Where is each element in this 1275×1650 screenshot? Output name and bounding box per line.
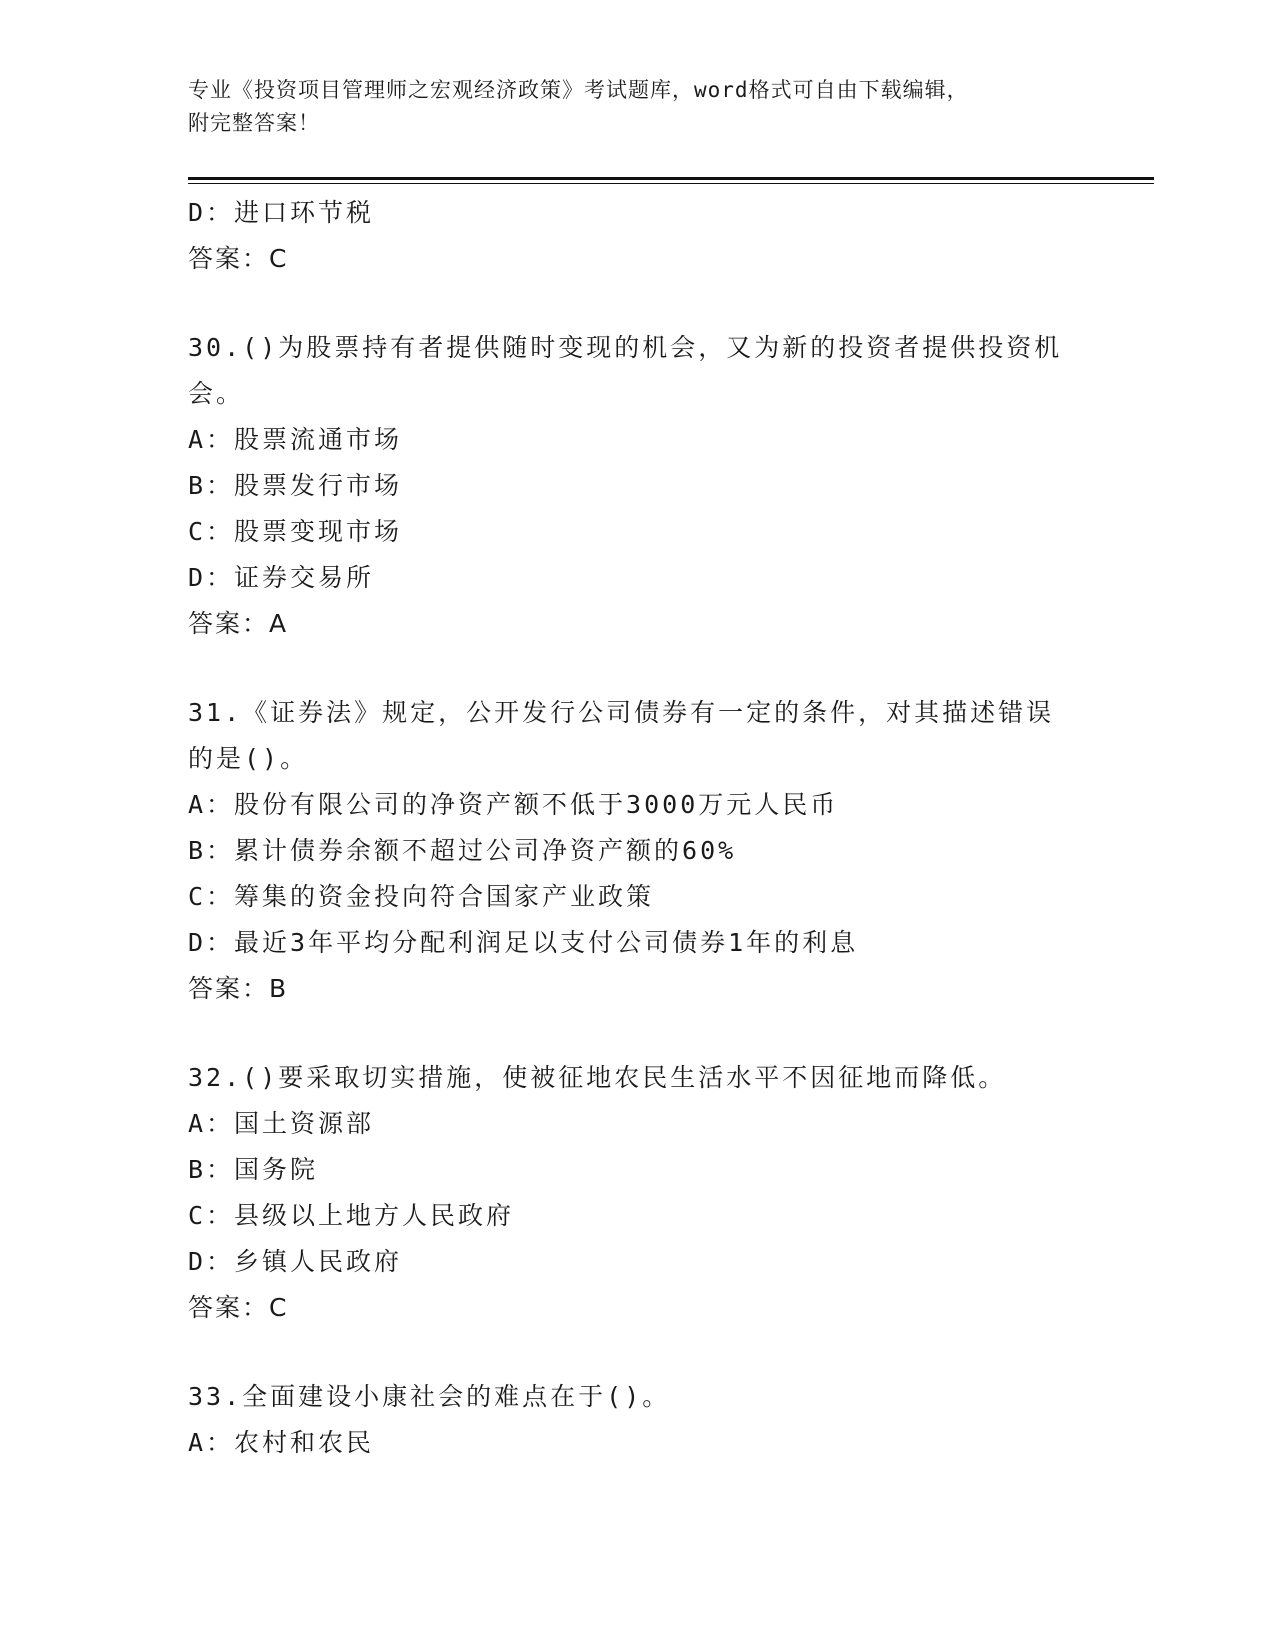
option-d: D：最近3年平均分配利润足以支付公司债券1年的利息	[188, 928, 859, 957]
question-stem-line: 32.()要采取切实措施，使被征地农民生活水平不因征地而降低。	[188, 1063, 1007, 1092]
question-stem-line: 31.《证券法》规定，公开发行公司债券有一定的条件，对其描述错误	[188, 698, 1055, 727]
option-a: A：股票流通市场	[188, 425, 403, 454]
question-spacer	[188, 1012, 1088, 1055]
answer-label: 答案：A	[188, 609, 289, 638]
option-c: C：股票变现市场	[188, 517, 403, 546]
header-rule-thick	[188, 177, 1154, 180]
option-a: A：农村和农民	[188, 1428, 375, 1457]
question-31	[188, 690, 1088, 1012]
question-spacer	[188, 647, 1088, 690]
header-line-2: 附完整答案！	[188, 111, 320, 135]
question-list	[188, 190, 1088, 1466]
question-stem-line: 的是()。	[188, 744, 309, 773]
option-b: B：累计债券余额不超过公司净资产额的60%	[188, 836, 737, 865]
question-29-tail	[188, 190, 1088, 282]
question-32	[188, 1055, 1088, 1331]
question-stem-line: 会。	[188, 379, 245, 408]
question-stem-line: 33.全面建设小康社会的难点在于()。	[188, 1382, 671, 1411]
option-a: A：国土资源部	[188, 1109, 375, 1138]
answer-label: 答案：C	[188, 244, 289, 273]
option-d: D：证券交易所	[188, 563, 375, 592]
answer-label: 答案：C	[188, 1293, 289, 1322]
option-c: C：县级以上地方人民政府	[188, 1201, 515, 1230]
option-d: D：进口环节税	[188, 198, 375, 227]
question-spacer	[188, 282, 1088, 325]
option-a: A：股份有限公司的净资产额不低于3000万元人民币	[188, 790, 839, 819]
question-stem-line: 30.()为股票持有者提供随时变现的机会，又为新的投资者提供投资机	[188, 333, 1063, 362]
question-33	[188, 1374, 1088, 1466]
option-b: B：国务院	[188, 1155, 319, 1184]
option-d: D：乡镇人民政府	[188, 1247, 403, 1276]
answer-label: 答案：B	[188, 974, 289, 1003]
option-c: C：筹集的资金投向符合国家产业政策	[188, 882, 655, 911]
header-line-1: 专业《投资项目管理师之宏观经济政策》考试题库，word格式可自由下载编辑，	[188, 78, 969, 102]
question-30	[188, 325, 1088, 647]
document-header	[188, 74, 1088, 140]
option-b: B：股票发行市场	[188, 471, 403, 500]
header-rule-thin	[188, 183, 1154, 184]
question-spacer	[188, 1331, 1088, 1374]
